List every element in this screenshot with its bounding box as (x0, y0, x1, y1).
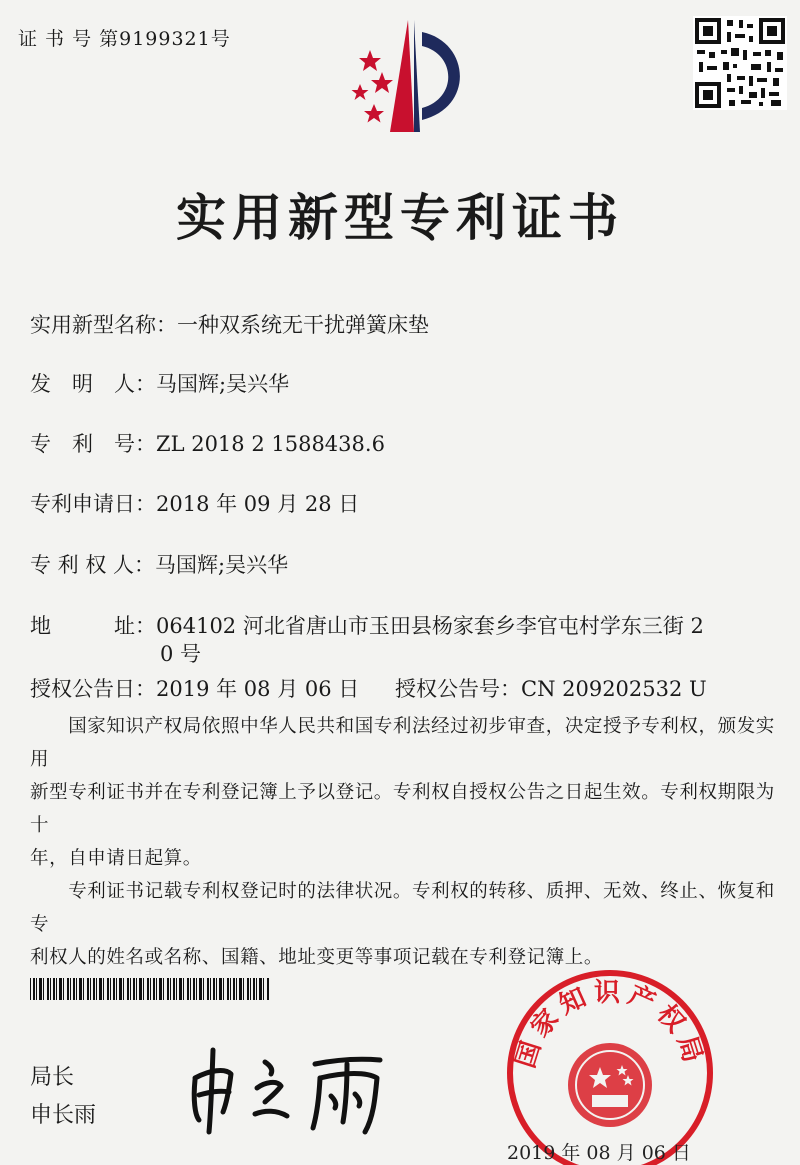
patentee-value: 马国辉;吴兴华 (155, 553, 289, 577)
address-value-line2: 0 号 (160, 642, 202, 666)
address-label: 地 址： (30, 614, 156, 638)
seal-date: 2019 年 08 月 06 日 (507, 1142, 691, 1164)
barcode-icon (30, 978, 272, 1000)
paragraph-line: 新型专利证书并在专利登记簿上予以登记。专利权自授权公告之日起生效。专利权期限为十 (30, 782, 775, 836)
grant-date-row (30, 673, 359, 703)
director-title: 局长 (30, 1065, 75, 1090)
patentee-label: 专 利 权 人： (30, 553, 156, 577)
director-name: 申长雨 (30, 1103, 97, 1128)
patent-number-row (30, 428, 385, 458)
patent-office-emblem-icon (330, 12, 470, 137)
official-seal (500, 955, 720, 1165)
grant-number-row (395, 673, 707, 703)
qr-code-icon (693, 16, 787, 110)
grant-number-label: 授权公告号： (395, 677, 521, 701)
patent-number-label: 专 利 号： (30, 432, 156, 456)
application-date-row (30, 488, 359, 518)
application-date-value: 2018 年 09 月 28 日 (156, 492, 360, 516)
inventor-row (30, 368, 289, 398)
paragraph-line: 专利证书记载专利权登记时的法律状况。专利权的转移、质押、无效、终止、恢复和专 (30, 881, 775, 935)
paragraph-line: 国家知识产权局依照中华人民共和国专利法经过初步审查，决定授予专利权，颁发实用 (30, 716, 775, 770)
patent-number-value: ZL 2018 2 1588438.6 (156, 432, 385, 456)
address-value-line1: 064102 河北省唐山市玉田县杨家套乡李官屯村学东三街 2 (156, 614, 704, 638)
grant-statement-paragraph (30, 710, 775, 974)
seal-text: 国家知识产权局 (510, 978, 710, 1072)
utility-model-name-value: 一种双系统无干扰弹簧床垫 (177, 313, 429, 337)
patentee-row (30, 549, 288, 579)
grant-date-label: 授权公告日： (30, 677, 156, 701)
paragraph-line: 利权人的姓名或名称、国籍、地址变更等事项记载在专利登记簿上。 (30, 947, 604, 968)
certificate-title: 实用新型专利证书 (176, 188, 624, 247)
paragraph-line: 年，自申请日起算。 (30, 848, 202, 869)
certificate-number: 证 书 号 第9199321号 (18, 28, 231, 50)
utility-model-name-label: 实用新型名称： (30, 313, 177, 337)
grant-number-value: CN 209202532 U (521, 677, 707, 701)
grant-date-value: 2019 年 08 月 06 日 (156, 677, 360, 701)
director-signature (185, 1040, 395, 1135)
inventor-label: 发 明 人： (30, 372, 156, 396)
utility-model-name-row (30, 309, 429, 339)
application-date-label: 专利申请日： (30, 492, 156, 516)
inventor-value: 马国辉;吴兴华 (156, 372, 290, 396)
address-row (30, 610, 704, 640)
